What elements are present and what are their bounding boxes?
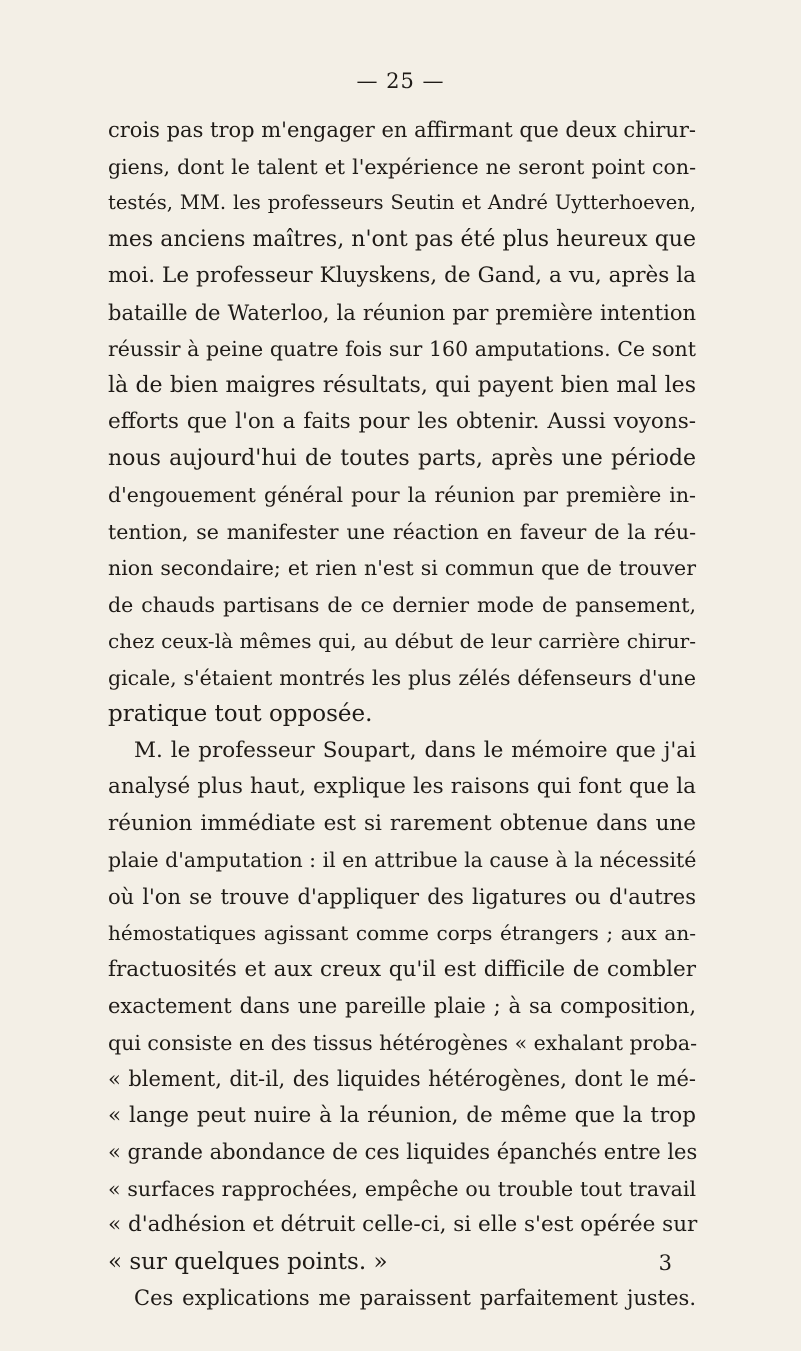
- text-line: mes anciens maîtres, n'ont pas été plus heureux que: [108, 226, 696, 252]
- body-text: [108, 112, 696, 1317]
- text-line: « grande abondance de ces liquides épanchés entre les: [108, 1140, 698, 1164]
- text-line: tention, se manifester une réaction en faveur de la réu-: [108, 519, 696, 544]
- text-line: bataille de Waterloo, la réunion par première intention: [108, 300, 696, 325]
- text-line: analysé plus haut, explique les raisons qui font que la: [108, 774, 696, 799]
- text-line: « lange peut nuire à la réunion, de même que la trop: [108, 1102, 696, 1128]
- text-line: giens, dont le talent et l'expérience ne seront point con-: [108, 154, 696, 179]
- text-line: « surfaces rapprochées, empêche ou trouble tout travail: [108, 1176, 696, 1201]
- text-line: gicale, s'étaient montrés les plus zélés défenseurs d'une: [108, 665, 696, 690]
- text-line: réussir à peine quatre fois sur 160 amputations. Ce sont: [108, 337, 696, 361]
- text-line: exactement dans une pareille plaie ; à sa composition,: [108, 994, 696, 1018]
- text-line: « blement, dit-il, des liquides hétérogènes, dont le mé-: [108, 1067, 696, 1091]
- text-line: « d'adhésion et détruit celle-ci, si elle s'est opérée sur: [108, 1212, 698, 1237]
- text-line: Ces explications me paraissent parfaitement justes.: [134, 1286, 696, 1310]
- text-line: là de bien maigres résultats, qui payent bien mal les: [108, 372, 696, 398]
- text-line: efforts que l'on a faits pour les obtenir. Aussi voyons-: [108, 409, 696, 434]
- text-line: nion secondaire; et rien n'est si commun que de trouver: [108, 556, 696, 580]
- text-line: réunion immédiate est si rarement obtenue dans une: [108, 810, 696, 836]
- text-line: de chauds partisans de ce dernier mode de pansement,: [108, 592, 696, 617]
- text-line: chez ceux-là mêmes qui, au début de leur carrière chirur-: [108, 629, 696, 653]
- text-line: crois pas trop m'engager en affirmant que deux chirur-: [108, 118, 697, 142]
- text-line: plaie d'amputation : il en attribue la cause à la nécessité: [108, 848, 697, 872]
- text-line: moi. Le professeur Kluyskens, de Gand, a vu, après la: [108, 263, 696, 288]
- signature-mark: 3: [658, 1251, 672, 1275]
- text-line: M. le professeur Soupart, dans le mémoire que j'ai: [134, 737, 696, 763]
- text-line: hémostatiques agissant comme corps étrangers ; aux an-: [108, 921, 696, 945]
- text-line: nous aujourd'hui de toutes parts, après une période: [108, 445, 696, 471]
- text-line: fractuosités et aux creux qu'il est difficile de combler: [108, 956, 696, 982]
- text-line: où l'on se trouve d'appliquer des ligatures ou d'autres: [108, 884, 696, 909]
- text-line: « sur quelques points. »: [108, 1248, 388, 1275]
- text-line: pratique tout opposée.: [108, 701, 373, 727]
- text-line: d'engouement général pour la réunion par première in-: [108, 483, 696, 507]
- page-number: — 25 —: [356, 69, 445, 93]
- text-line: testés, MM. les professeurs Seutin et André Uytterhoeven,: [108, 191, 696, 214]
- text-line: qui consiste en des tissus hétérogènes « exhalant proba-: [108, 1030, 698, 1055]
